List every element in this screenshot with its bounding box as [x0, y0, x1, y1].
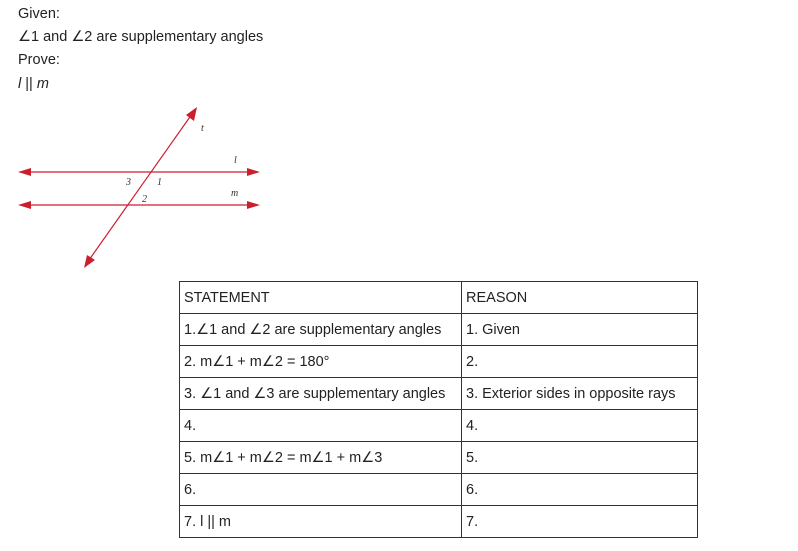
- reason-cell: 4.: [462, 410, 698, 442]
- label-angle-2: 2: [142, 194, 147, 205]
- parallel-symbol: ||: [21, 76, 37, 92]
- label-l: l: [234, 155, 237, 166]
- line-m-left-arrow-icon: [18, 201, 31, 209]
- proof-table: [179, 281, 698, 538]
- statement-cell: 2. m∠1 + m∠2 = 180°: [180, 346, 462, 378]
- label-angle-1: 1: [157, 177, 162, 188]
- reason-cell: 7.: [462, 506, 698, 538]
- line-l-right-arrow-icon: [247, 168, 260, 176]
- transversal-t: [89, 114, 192, 260]
- given-statement: ∠1 and ∠2 are supplementary angles: [18, 29, 264, 45]
- statement-cell: 6.: [180, 474, 462, 506]
- statement-cell: 3. ∠1 and ∠3 are supplementary angles: [180, 378, 462, 410]
- transversal-bottom-arrow-icon: [84, 255, 95, 268]
- statement-cell: 1.∠1 and ∠2 are supplementary angles: [180, 314, 462, 346]
- table-row: [180, 314, 698, 346]
- table-row: [180, 506, 698, 538]
- label-angle-3: 3: [126, 177, 131, 188]
- given-label: Given:: [18, 6, 60, 22]
- reason-cell: 5.: [462, 442, 698, 474]
- statement-cell: 5. m∠1 + m∠2 = m∠1 + m∠3: [180, 442, 462, 474]
- statement-cell: 4.: [180, 410, 462, 442]
- label-t: t: [201, 123, 204, 134]
- prove-line-m: m: [36, 76, 49, 92]
- table-row: [180, 410, 698, 442]
- prove-label: Prove:: [18, 52, 60, 68]
- header-reason: REASON: [462, 282, 698, 314]
- line-m-right-arrow-icon: [247, 201, 260, 209]
- table-row: [180, 378, 698, 410]
- reason-cell: 1. Given: [462, 314, 698, 346]
- reason-cell: 3. Exterior sides in opposite rays: [462, 378, 698, 410]
- statement-cell: 7. l || m: [180, 506, 462, 538]
- table-row: [180, 442, 698, 474]
- label-m: m: [231, 188, 239, 199]
- parallel-lines-figure: [0, 95, 300, 280]
- prove-statement: [18, 75, 49, 93]
- reason-cell: 6.: [462, 474, 698, 506]
- table-row: [180, 346, 698, 378]
- prove-line-l: l: [18, 76, 22, 92]
- table-row: [180, 474, 698, 506]
- reason-cell: 2.: [462, 346, 698, 378]
- line-l-left-arrow-icon: [18, 168, 31, 176]
- header-statement: STATEMENT: [180, 282, 462, 314]
- transversal-top-arrow-icon: [186, 107, 197, 121]
- table-header-row: [180, 282, 698, 314]
